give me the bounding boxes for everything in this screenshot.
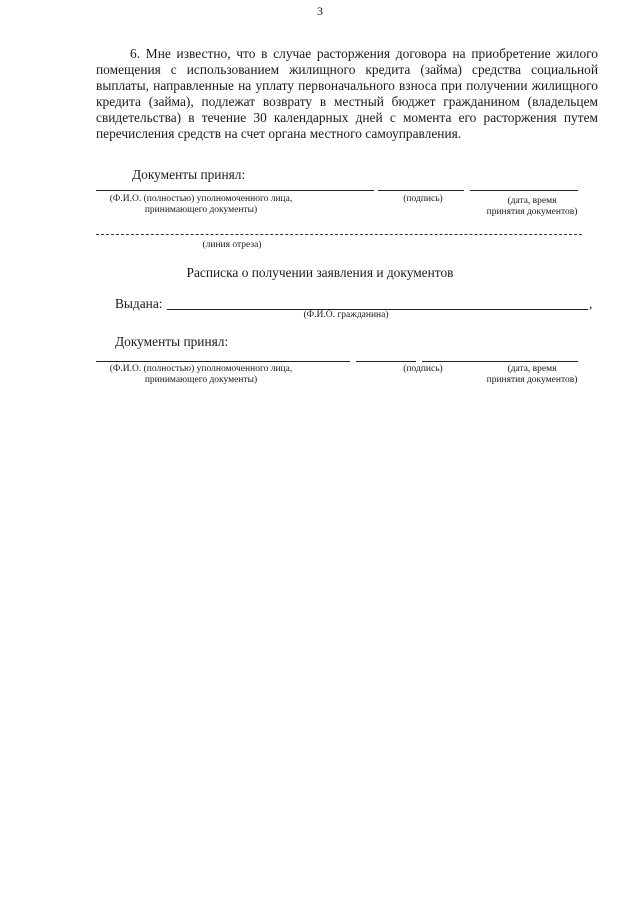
- receipt-date-caption-line1: (дата, время: [507, 364, 557, 374]
- date-caption-line1: (дата, время: [507, 196, 557, 206]
- receipt-title: Расписка о получении заявления и документов: [186, 265, 454, 280]
- date-caption-line2: принятия документов): [486, 207, 578, 217]
- citizen-fio-caption: (Ф.И.О. гражданина): [303, 310, 389, 320]
- cut-line: [96, 234, 582, 235]
- fio-signature-line: [96, 190, 374, 191]
- signature-caption: (подпись): [403, 194, 443, 204]
- signature-line: [378, 190, 464, 191]
- receipt-fio-caption: [96, 364, 306, 386]
- receipt-date-caption: [478, 364, 586, 386]
- issued-to-comma: ,: [589, 296, 593, 311]
- date-caption: [478, 196, 586, 218]
- receipt-signature-line: [356, 361, 416, 362]
- fio-caption-line1: (Ф.И.О. (полностью) уполномоченного лица,: [109, 194, 293, 204]
- receipt-fio-caption-line1: (Ф.И.О. (полностью) уполномоченного лица,: [109, 364, 293, 374]
- page-number: 3: [317, 4, 323, 18]
- fio-caption-line2: принимающего документы): [144, 205, 258, 215]
- receipt-date-line: [422, 361, 578, 362]
- fio-caption: [96, 194, 306, 216]
- cut-line-caption: (линия отреза): [202, 240, 262, 250]
- receipt-fio-caption-line2: принимающего документы): [144, 375, 258, 385]
- receipt-signature-caption: (подпись): [403, 364, 443, 374]
- paragraph-6: 6. Мне известно, что в случае расторжения договора на приобретение жилого помещения с использованием жилищного кредита (займа) средства социальной выплаты, направленные на уплату первоначального взноса при получении жилищного кредита (займа), подлежат возврату в местный бюджет гражданином (владельцем свидетельства) в течение 30 календарных дней с момента его расторжения путем перечисления средств на счет органа местного самоуправления.: [96, 46, 598, 141]
- documents-accepted-label: Документы принял:: [132, 167, 246, 182]
- receipt-documents-accepted-label: Документы принял:: [115, 334, 229, 349]
- receipt-fio-line: [96, 361, 350, 362]
- receipt-date-caption-line2: принятия документов): [486, 375, 578, 385]
- date-line: [470, 190, 578, 191]
- issued-to-label: Выдана:: [115, 296, 163, 311]
